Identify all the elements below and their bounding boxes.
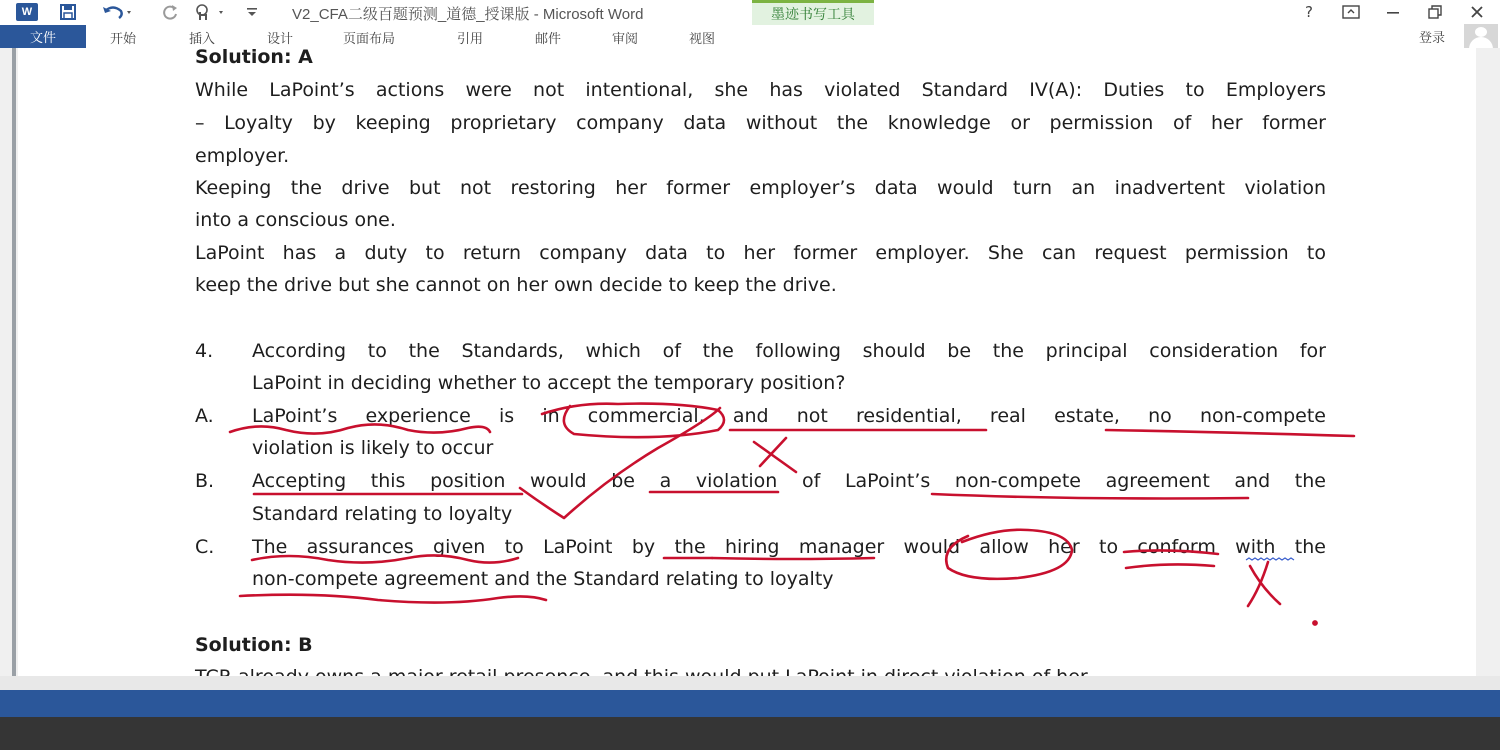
para3-line-1: LaPoint has a duty to return company data to her former employer. She can request permission to (195, 242, 1326, 264)
minimize-icon[interactable] (1380, 1, 1406, 23)
solution-a-heading: Solution: A (195, 46, 313, 68)
question-line-2: LaPoint in deciding whether to accept the temporary position? (252, 372, 846, 394)
para1-line-2: – Loyalty by keeping proprietary company data without the knowledge or permission of her former (195, 112, 1326, 134)
ribbon-tabs (0, 25, 1500, 48)
option-a-label: A. (195, 405, 214, 427)
sign-in-link[interactable]: 登录 (1419, 31, 1446, 46)
ink-underline-c3 (712, 558, 874, 559)
redo-icon[interactable] (158, 2, 182, 22)
tab-file[interactable]: 文件 (0, 25, 86, 48)
ink-underline-b3 (932, 494, 1248, 499)
tab-references[interactable]: 引用 (457, 32, 484, 47)
taskbar (0, 717, 1500, 750)
word-logo-icon: W (16, 3, 38, 21)
status-bar (0, 690, 1500, 717)
option-b-label: B. (195, 470, 215, 492)
tab-review[interactable]: 审阅 (612, 32, 639, 47)
close-icon[interactable] (1464, 1, 1490, 23)
option-a-line-2: violation is likely to occur (252, 437, 494, 459)
status-bar-gap (0, 676, 1500, 690)
ink-underline-a3 (1106, 430, 1354, 436)
para2-line-2: into a conscious one. (195, 209, 396, 231)
left-margin-bar (12, 48, 16, 676)
option-a-line-1: LaPoint’s experience is in commercial, and not residential, real estate, no non-compete (252, 405, 1326, 427)
ink-x-c (1248, 562, 1280, 606)
document-page[interactable] (18, 48, 1476, 676)
ink-x-a (754, 438, 796, 472)
restore-icon[interactable] (1422, 1, 1448, 23)
help-button[interactable]: ? (1305, 3, 1313, 21)
para2-line-1: Keeping the drive but not restoring her former employer’s data would turn an inadvertent violation (195, 177, 1326, 199)
para1-line-3: employer. (195, 145, 290, 167)
undo-icon[interactable] (98, 2, 138, 22)
tab-view[interactable]: 视图 (689, 32, 716, 47)
tab-mailings[interactable]: 邮件 (535, 32, 562, 47)
option-c-label: C. (195, 536, 215, 558)
ink-underline-c5 (1126, 564, 1214, 568)
para1-line-1: While LaPoint’s actions were not intentional, she has violated Standard IV(A): Duties to Employers (195, 79, 1326, 101)
window-title: V2_CFA二级百题预测_道德_授课版 - Microsoft Word (292, 6, 644, 23)
question-number: 4. (195, 340, 214, 362)
ribbon-display-options-icon[interactable] (1338, 1, 1364, 23)
tab-page-layout[interactable]: 页面布局 (343, 32, 396, 47)
option-b-line-2: Standard relating to loyalty (252, 503, 513, 525)
option-b-line-1: Accepting this position would be a violation of LaPoint’s non-compete agreement and the (252, 470, 1326, 492)
para3-line-2: keep the drive but she cannot on her own decide to keep the drive. (195, 274, 837, 296)
title-bar (0, 0, 1500, 25)
save-icon[interactable] (56, 2, 80, 22)
option-c-line-2: non-compete agreement and the Standard relating to loyalty (252, 568, 834, 590)
ink-dot (1313, 621, 1316, 624)
option-c-line-1: The assurances given to LaPoint by the hiring manager would allow her to conform with the (252, 536, 1326, 558)
document-area (0, 48, 1500, 676)
question-line-1: According to the Standards, which of the following should be the principal consideration for (252, 340, 1326, 362)
tab-design[interactable]: 设计 (267, 32, 294, 47)
customize-icon[interactable] (242, 2, 262, 22)
touch-mode-icon[interactable] (190, 2, 230, 22)
ink-underline-c6 (240, 595, 546, 603)
solution-b-heading: Solution: B (195, 634, 313, 656)
ink-tools-label: 墨迹书写工具 (771, 7, 855, 23)
spellcheck-squiggle (1246, 558, 1294, 560)
tab-home[interactable]: 开始 (110, 32, 137, 47)
user-avatar[interactable] (1464, 24, 1498, 48)
tab-insert[interactable]: 插入 (189, 32, 216, 47)
